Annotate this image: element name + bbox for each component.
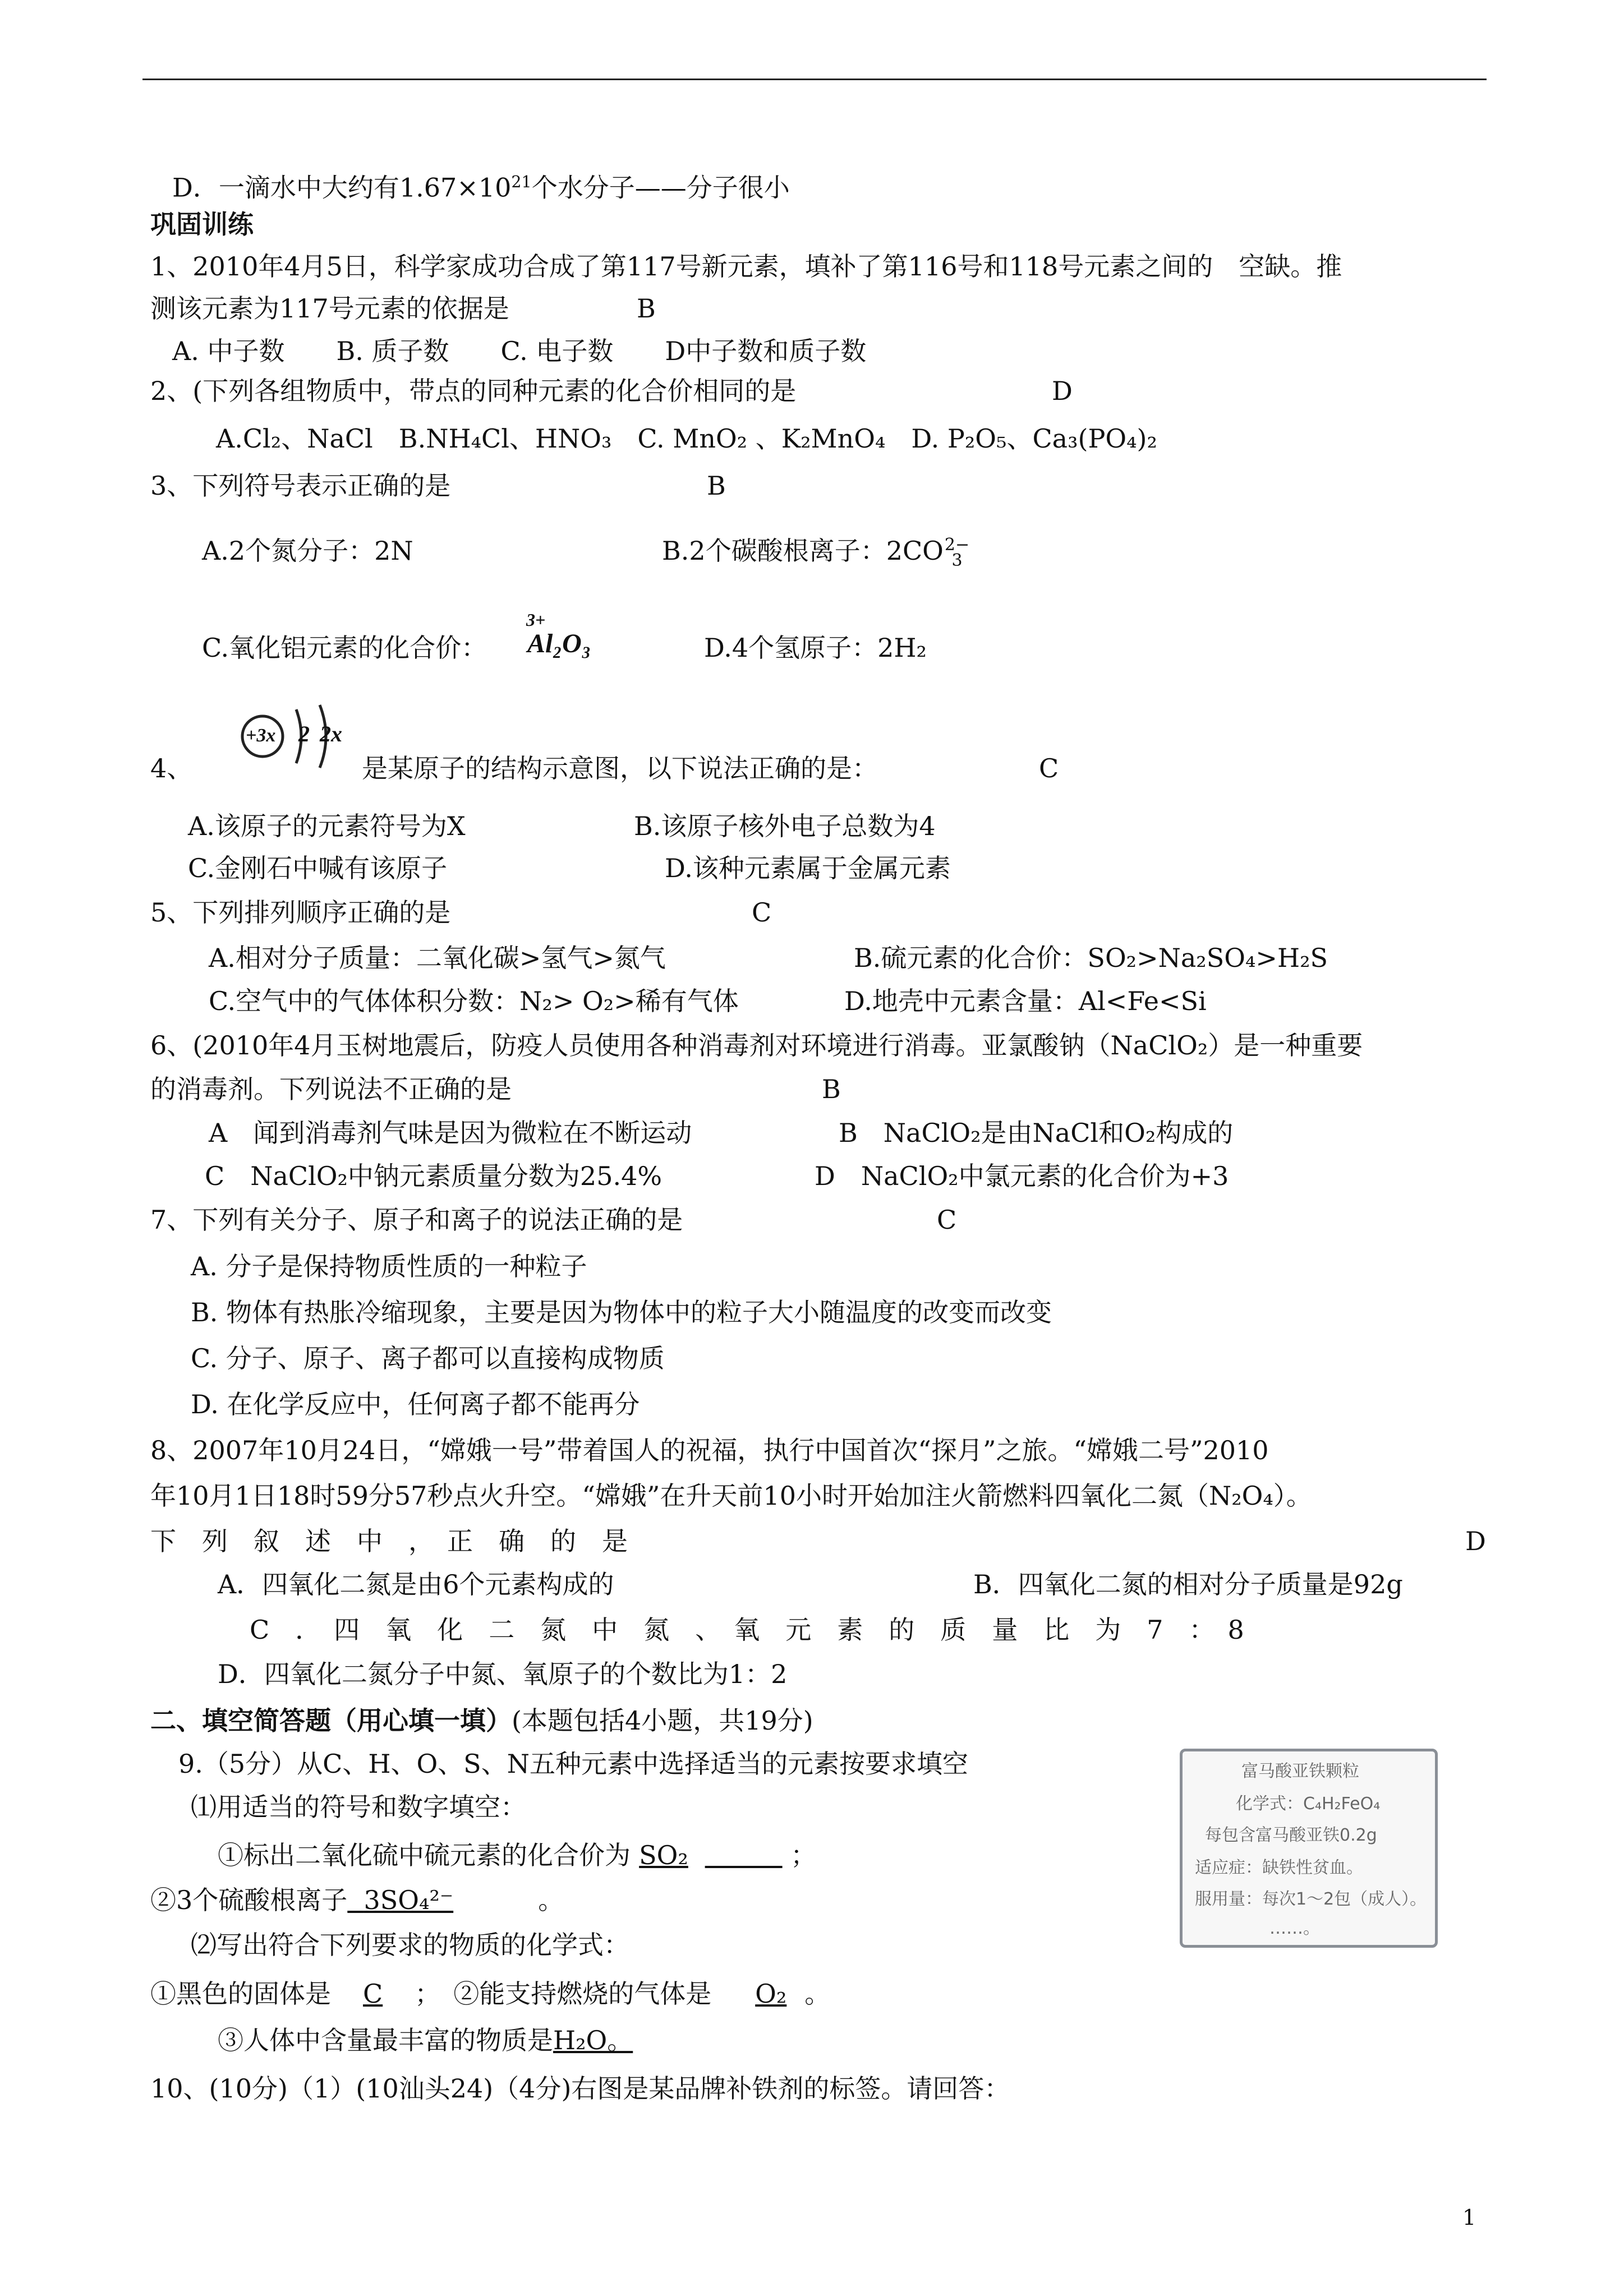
q6-option-d: D NaClO₂中氯元素的化合价为+3 [815, 1161, 1229, 1191]
page-number: 1 [1462, 2205, 1476, 2230]
q1-options: A. 中子数 B. 质子数 C. 电子数 D中子数和质子数 [172, 336, 867, 366]
q8-option-c: C ． 四 氧 化 二 氮 中 氮 、 氧 元 素 的 质 量 比 为 7 ： 8 [250, 1615, 1244, 1645]
q4-text: 是某原子的结构示意图，以下说法正确的是： [362, 753, 878, 783]
q4-option-b: B.该原子核外电子总数为4 [634, 811, 936, 841]
q7-option-d: D. 在化学反应中，任何离子都不能再分 [191, 1389, 640, 1419]
q7-answer: C [937, 1205, 957, 1235]
q3-formula: Al₂O₃ [527, 629, 591, 658]
q9-1a-answer: SO₂ [639, 1840, 688, 1870]
q8-option-d: D．四氧化二氮分子中氮、氧原子的个数比为1：2 [218, 1659, 788, 1689]
label-formula: 化学式：C₄H₂FeO₄ [1236, 1794, 1381, 1814]
q10-text: 10、(10分)（1）(10汕头24)（4分)右图是某品牌补铁剂的标签。请回答： [150, 2073, 1010, 2104]
q9-part1: ⑴用适当的符号和数字填空： [191, 1792, 526, 1822]
q9-2a-answer: C [363, 1979, 383, 2009]
q9-1b: ②3个硫酸根离子 3SO₄²⁻ 。 [150, 1883, 564, 1917]
question-d-line: D．一滴水中大约有$1.67\times 10^{21}$个水分子——分子很小 [172, 172, 790, 203]
q9-1a: ①标出二氧化硫中硫元素的化合价为 SO₂ ； [218, 1838, 816, 1872]
header-rule [142, 79, 1487, 80]
section2-heading: 二、填空简答题（用心填一填）(本题包括4小题，共19分) [150, 1705, 813, 1736]
q2-options: A.Cl₂、NaCl B.NH₄Cl、HNO₃ C. MnO₂ 、K₂MnO₄ D. P₂O₅、Ca₃(PO₄)₂ [216, 423, 1157, 454]
q8-option-b: B．四氧化二氮的相对分子质量是92g [973, 1569, 1403, 1599]
q7-option-b: B. 物体有热胀冷缩现象，主要是因为物体中的粒子大小随温度的改变而改变 [191, 1297, 1052, 1327]
q9-2b-answer: O₂ [755, 1979, 787, 2009]
q8-text: 8、2007年10月24日，“嫦娥一号”带着国人的祝福，执行中国首次“探月”之旅。“嫦娥二号”2010 [150, 1435, 1269, 1465]
q1-answer: B [637, 293, 656, 324]
q6-text: 6、(2010年4月玉树地震后，防疫人员使用各种消毒剂对环境进行消毒。亚氯酸钠（NaClO₂）是一种重要 [150, 1030, 1363, 1061]
q5-option-c: C.空气中的气体体积分数：N₂> O₂>稀有气体 [209, 986, 739, 1016]
q1-text: 1、2010年4月5日，科学家成功合成了第117号新元素，填补了第116号和118号元素之间的 空缺。推 [150, 251, 1342, 282]
q2-text: 2、(下列各组物质中，带点的同种元素的化合价相同的是 [150, 376, 797, 406]
q5-text: 5、下列排列顺序正确的是 [150, 897, 451, 928]
label-content: 每包含富马酸亚铁0.2g [1205, 1825, 1377, 1845]
section-heading: 巩固训练 [150, 209, 254, 239]
label-dosage: 服用量：每次1～2包（成人）。 [1195, 1889, 1427, 1909]
q3-option-a: A.2个氮分子：2N [202, 536, 413, 566]
q6-option-a: A 闻到消毒剂气味是因为微粒在不断运动 [209, 1118, 692, 1148]
label-more: ……。 [1269, 1919, 1320, 1938]
q8-answer: D [1465, 1526, 1486, 1556]
atom-shell1-label: 2 [298, 721, 310, 746]
q4-answer: C [1039, 753, 1059, 783]
q4-option-c: C.金刚石中喊有该原子 [188, 853, 448, 883]
q3-valence-sup: 3+ [526, 610, 546, 630]
q9-2a: ①黑色的固体是 C ； ②能支持燃烧的气体是 O₂ 。 [150, 1977, 830, 2011]
atom-nucleus-label: +3x [246, 725, 276, 746]
q5-answer: C [752, 897, 772, 928]
q5-option-b: B.硫元素的化合价：SO₂>Na₂SO₄>H₂S [854, 943, 1328, 973]
q2-answer: D [1052, 376, 1073, 406]
q3-answer: B [707, 471, 726, 501]
q8-text-cont: 年10月1日18时59分57秒点火升空。“嫦娥”在升天前10小时开始加注火箭燃料四氧化二氮（N₂O₄）。 [150, 1481, 1312, 1511]
atom-shell2-label: 2x [320, 721, 342, 746]
iron-supplement-label [1180, 1749, 1438, 1948]
q3-option-b: B.2个碳酸根离子：2CO 2− 3 [662, 535, 970, 570]
q8-option-a: A．四氧化二氮是由6个元素构成的 [218, 1569, 614, 1599]
q1-text-cont: 测该元素为117号元素的依据是 [150, 293, 509, 324]
q5-option-d: D.地壳中元素含量：Al<Fe<Si [844, 986, 1207, 1016]
q3-text: 3、下列符号表示正确的是 [150, 471, 451, 501]
q6-option-b: B NaClO₂是由NaCl和O₂构成的 [839, 1118, 1234, 1148]
label-indication: 适应症：缺铁性贫血。 [1195, 1858, 1363, 1878]
q4-option-d: D.该种元素属于金属元素 [665, 853, 951, 883]
q6-answer: B [822, 1074, 841, 1104]
q6-text-cont: 的消毒剂。下列说法不正确的是 [150, 1074, 512, 1104]
q3-option-d: D.4个氢原子：2H₂ [704, 633, 927, 663]
q8-text-cont2: 下 列 叙 述 中 ， 正 确 的 是 [150, 1526, 628, 1556]
q9-2c: ③人体中含量最丰富的物质是H₂O。 [218, 2025, 633, 2055]
q4-option-a: A.该原子的元素符号为X [188, 811, 466, 841]
q9-part2: ⑵写出符合下列要求的物质的化学式： [191, 1930, 629, 1960]
q7-option-c: C. 分子、原子、离子都可以直接构成物质 [191, 1343, 665, 1373]
label-title: 富马酸亚铁颗粒 [1241, 1762, 1359, 1781]
q6-option-c: C NaClO₂中钠元素质量分数为25.4% [205, 1161, 663, 1191]
q9-1b-answer: 3SO₄²⁻ [364, 1885, 454, 1915]
atom-structure-diagram [236, 698, 353, 771]
q7-option-a: A. 分子是保持物质性质的一种粒子 [191, 1251, 587, 1281]
q3-option-c: C.氧化铝元素的化合价： [202, 633, 487, 663]
q9-text: 9.（5分）从C、H、O、S、N五种元素中选择适当的元素按要求填空 [178, 1749, 968, 1779]
q9-2c-answer: H₂O。 [553, 2025, 633, 2055]
q5-option-a: A.相对分子质量：二氧化碳>氢气>氮气 [209, 943, 666, 973]
q4-number: 4、 [150, 753, 193, 783]
q7-text: 7、下列有关分子、原子和离子的说法正确的是 [150, 1205, 683, 1235]
